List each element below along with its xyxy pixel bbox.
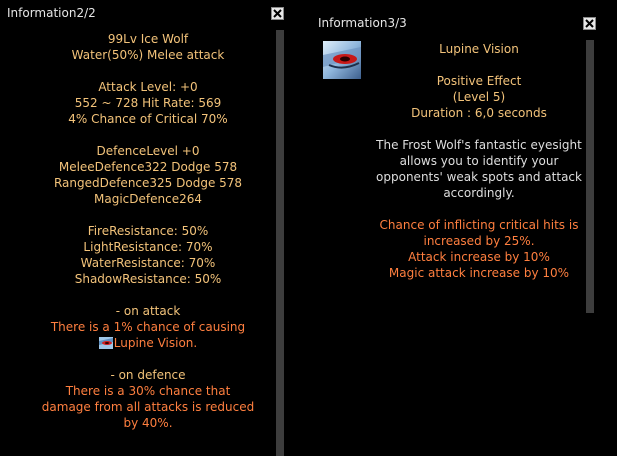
ranged-defence: RangedDefence325 Dodge 578 bbox=[53, 176, 243, 190]
skill-level: (Level 5) bbox=[452, 90, 506, 104]
light-resistance: LightResistance: 70% bbox=[83, 240, 213, 254]
defence-level: DefenceLevel +0 bbox=[96, 144, 200, 158]
close-icon bbox=[272, 8, 283, 19]
attack-level: Attack Level: +0 bbox=[98, 80, 198, 94]
melee-defence: MeleeDefence322 Dodge 578 bbox=[58, 160, 238, 174]
shadow-resistance: ShadowResistance: 50% bbox=[74, 272, 222, 286]
magic-defence: MagicDefence264 bbox=[94, 192, 202, 206]
skill-link-text[interactable]: Lupine Vision. bbox=[113, 336, 198, 350]
skill-duration: Duration : 6,0 seconds bbox=[411, 106, 547, 120]
skill-description: The Frost Wolf's fantastic eyesight bbox=[376, 138, 582, 152]
wolf-eye-icon bbox=[99, 337, 113, 349]
skill-description: accordingly. bbox=[443, 186, 515, 200]
close-button[interactable] bbox=[583, 17, 596, 30]
fire-resistance: FireResistance: 50% bbox=[87, 224, 209, 238]
on-attack-header: - on attack bbox=[115, 304, 181, 318]
skill-description: allows you to identify your bbox=[399, 154, 559, 168]
monster-type: Water(50%) Melee attack bbox=[71, 48, 225, 62]
monster-info-window bbox=[0, 0, 300, 456]
skill-bonus: increased by 25%. bbox=[423, 234, 535, 248]
on-attack-skill-line bbox=[0, 335, 296, 351]
damage-hit-rate: 552 ~ 728 Hit Rate: 569 bbox=[74, 96, 222, 110]
monster-info-content bbox=[0, 31, 296, 431]
water-resistance: WaterResistance: 70% bbox=[80, 256, 216, 270]
skill-info-window bbox=[304, 0, 617, 316]
on-defence-line: by 40%. bbox=[123, 416, 173, 430]
skill-bonus: Attack increase by 10% bbox=[408, 250, 550, 264]
on-attack-line: There is a 1% chance of causing bbox=[50, 320, 246, 334]
window-title: Information3/3 bbox=[318, 16, 407, 30]
on-defence-header: - on defence bbox=[110, 368, 186, 382]
skill-description: opponents' weak spots and attack bbox=[376, 170, 582, 184]
effect-type: Positive Effect bbox=[436, 74, 522, 88]
window-title: Information2/2 bbox=[7, 6, 96, 20]
on-defence-line: damage from all attacks is reduced bbox=[41, 400, 255, 414]
close-button[interactable] bbox=[271, 7, 284, 20]
wolf-eye-icon bbox=[323, 41, 361, 79]
close-icon bbox=[584, 18, 595, 29]
critical-chance: 4% Chance of Critical 70% bbox=[68, 112, 228, 126]
skill-bonus: Magic attack increase by 10% bbox=[388, 266, 570, 280]
skill-info-content bbox=[364, 41, 594, 281]
skill-name: Lupine Vision bbox=[439, 42, 519, 56]
monster-name: 99Lv Ice Wolf bbox=[107, 32, 189, 46]
on-defence-line: There is a 30% chance that bbox=[65, 384, 231, 398]
skill-bonus: Chance of inflicting critical hits is bbox=[379, 218, 579, 232]
